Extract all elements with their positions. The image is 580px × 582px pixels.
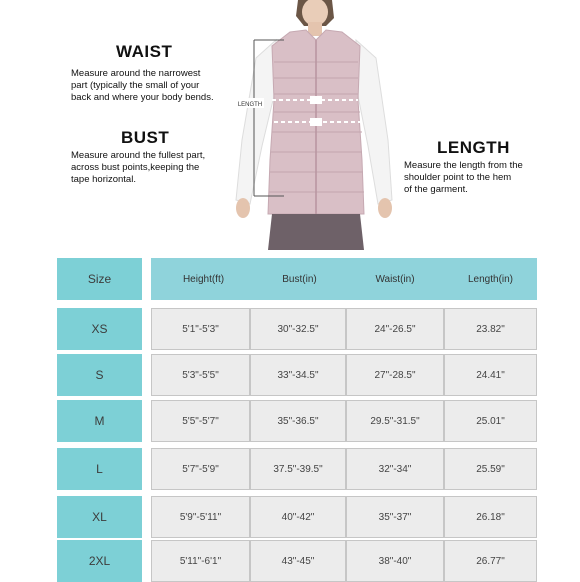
- header-cell-waist: Waist(in): [346, 258, 444, 300]
- table-cell-length: 25.59": [444, 448, 537, 490]
- bust-description: [71, 150, 205, 186]
- length-desc-line: Measure the length from the: [404, 160, 523, 171]
- table-cell-waist: 32"-34": [346, 448, 444, 490]
- length-heading: LENGTH: [437, 138, 510, 157]
- right-hand: [378, 198, 392, 218]
- table-cell-bust: 37.5"-39.5": [250, 448, 346, 490]
- bust-heading: BUST: [121, 128, 170, 147]
- header-cell-size: Size: [57, 258, 142, 300]
- table-cell-bust: 35"-36.5": [250, 400, 346, 442]
- left-hand: [236, 198, 250, 218]
- table-cell-height: 5'9"-5'11": [151, 496, 250, 538]
- header-cell-height: Height(ft): [151, 258, 256, 300]
- table-cell-waist: 38"-40": [346, 540, 444, 582]
- table-cell-waist: 29.5"-31.5": [346, 400, 444, 442]
- table-cell-length: 24.41": [444, 354, 537, 396]
- length-description: [404, 160, 523, 196]
- table-cell-waist: 27"-28.5": [346, 354, 444, 396]
- length-desc-line: shoulder point to the hem: [404, 172, 512, 183]
- table-cell-bust: 43"-45": [250, 540, 346, 582]
- table-cell-size: L: [57, 448, 142, 490]
- table-cell-height: 5'7"-5'9": [151, 448, 250, 490]
- table-cell-height: 5'1"-5'3": [151, 308, 250, 350]
- table-cell-length: 23.82": [444, 308, 537, 350]
- waist-description: [71, 68, 214, 104]
- table-cell-waist: 35"-37": [346, 496, 444, 538]
- header-cell-length: Length(in): [444, 258, 537, 300]
- measurement-guide: [0, 0, 580, 250]
- waist-heading: WAIST: [116, 42, 173, 61]
- table-cell-size: 2XL: [57, 540, 142, 582]
- length-desc-line: of the garment.: [404, 184, 468, 195]
- length-label: LENGTH: [237, 102, 263, 108]
- table-cell-bust: 40"-42": [250, 496, 346, 538]
- table-cell-bust: 30"-32.5": [250, 308, 346, 350]
- table-cell-height: 5'5"-5'7": [151, 400, 250, 442]
- waist-desc-line: back and where your body bends.: [71, 92, 214, 103]
- table-cell-height: 5'3"-5'5": [151, 354, 250, 396]
- bust-desc-line: tape horizontal.: [71, 174, 136, 185]
- waist-desc-line: part (typically the small of your: [71, 80, 200, 91]
- bust-desc-line: across bust points,keeping the: [71, 162, 200, 173]
- header-cell-bust: Bust(in): [250, 258, 349, 300]
- table-cell-size: S: [57, 354, 142, 396]
- table-cell-length: 26.18": [444, 496, 537, 538]
- table-cell-length: 25.01": [444, 400, 537, 442]
- table-cell-height: 5'11"-6'1": [151, 540, 250, 582]
- model-pants: [268, 214, 364, 250]
- table-cell-size: M: [57, 400, 142, 442]
- table-cell-length: 26.77": [444, 540, 537, 582]
- table-cell-bust: 33"-34.5": [250, 354, 346, 396]
- model-vest-photo: [228, 0, 396, 250]
- bust-desc-line: Measure around the fullest part,: [71, 150, 206, 161]
- table-cell-size: XS: [57, 308, 142, 350]
- waist-desc-line: Measure around the narrowest: [71, 68, 201, 79]
- table-cell-size: XL: [57, 496, 142, 538]
- table-cell-waist: 24"-26.5": [346, 308, 444, 350]
